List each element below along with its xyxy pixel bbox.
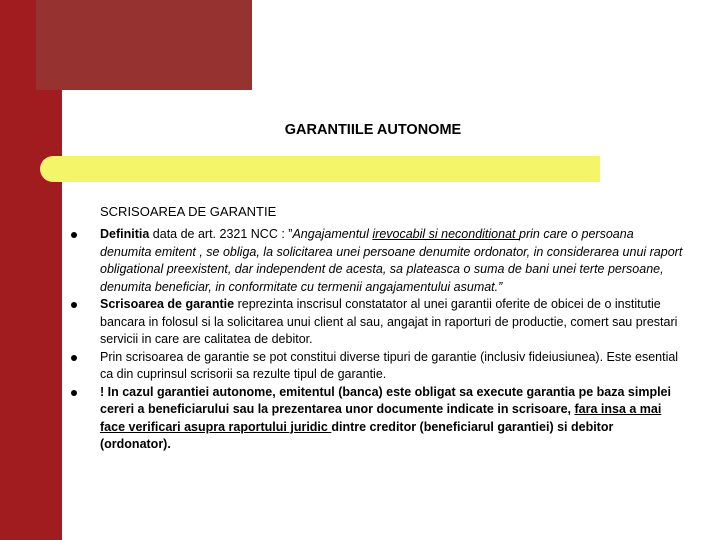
definition-underlined: irevocabil si neconditionat <box>372 227 519 241</box>
definition-italic-rest: prin care o persoana denumita emitent , se obliga, la solicitarea unei persoane denumite ordonator, in considerarea unui raport obligational preexistent, dar independent de acesta, sa plateasca o suma de bani unei terte persoane, denumita beneficiar, in conformitate cu termenii angajamentului asumat.” <box>100 227 683 294</box>
page-title: GARANTIILE AUTONOME <box>284 122 462 138</box>
content-list <box>100 226 686 454</box>
autonomous-text-end: dintre creditor (beneficiarul garantiei) si debitor (ordonator). <box>100 419 614 451</box>
definition-lead: Definitia <box>100 227 150 241</box>
list-item-definition <box>100 226 686 296</box>
bullet-icon <box>71 302 77 308</box>
list-item-guarantee-types <box>100 349 686 384</box>
autonomous-text-underlined: fara insa a mai face verificari asupra raportului juridic <box>100 402 662 434</box>
section-subtitle: SCRISOAREA DE GARANTIE <box>100 204 277 219</box>
definition-source: data de art. 2321 NCC : ” <box>149 227 293 241</box>
autonomous-text-start: ! In cazul garantiei autonome, emitentul (banca) este obligat sa execute garantia pe baza simplei cereri a beneficiarului sau la prezentarea unor documente indicate in scrisoare, <box>100 384 671 416</box>
bullet-icon <box>71 390 77 396</box>
highlight-bar <box>40 156 600 182</box>
top-accent-block <box>36 0 252 90</box>
definition-italic-start: Angajamentul <box>292 227 373 241</box>
letter-text: reprezinta inscrisul constatator al unei garantii oferite de obicei de o institutie bancara in folosul si la solicitarea unui client al sau, angajat in raporturi de productie, comert sau prestari servicii in care are calitatea de debitor. <box>100 297 678 346</box>
list-item-autonomous-guarantee <box>100 384 686 454</box>
types-text: Prin scrisoarea de garantie se pot constitui diverse tipuri de garantie (inclusiv fideiusiunea). Este esential ca din cuprinsul scrisorii sa rezulte tipul de garantie. <box>100 349 679 381</box>
bullet-icon <box>71 355 77 361</box>
list-item-letter-of-guarantee <box>100 296 686 349</box>
letter-lead: Scrisoarea de garantie <box>100 297 235 311</box>
bullet-icon <box>71 232 77 238</box>
